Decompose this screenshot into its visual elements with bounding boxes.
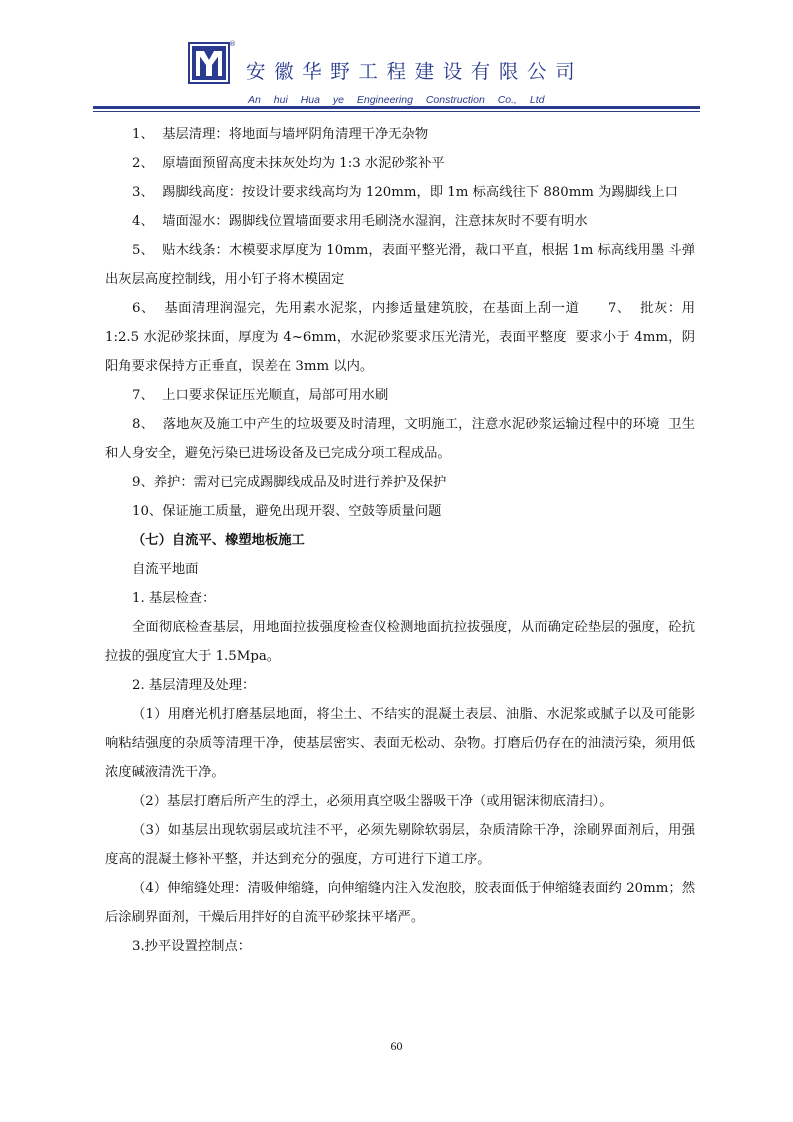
paragraph-cleaning-2: （2）基层打磨后所产生的浮土，必须用真空吸尘器吸干净（或用锯沫彻底清扫）。	[132, 794, 613, 809]
step-leveling-control: 3.抄平设置控制点：	[132, 939, 252, 954]
paragraph-3: 3、 踢脚线高度：按设计要求线高均为 120mm，即 1m 标高线往下 880mm 为踢脚线上口	[132, 185, 678, 200]
paragraph-10: 10、保证施工质量，避免出现开裂、空鼓等质量问题	[132, 504, 442, 519]
paragraph-cleaning-1: （1）用磨光机打磨基层地面，将尘土、不结实的混凝土表层、油脂、水泥浆或腻子以及可能影响粘结强度的杂质等清理干净，使基层密实、表面无松动、杂物。打磨后仍存在的油渍污染，须用低浓度碱液清洗干净。	[105, 707, 695, 780]
paragraph-8: 8、 落地灰及施工中产生的垃圾要及时清理，文明施工，注意水泥砂浆运输过程中的环境 卫生和人身安全，避免污染已进场设备及已完成分项工程成品。	[105, 417, 695, 461]
section-heading: （七）自流平、橡塑地板施工	[132, 533, 305, 548]
paragraph-cleaning-4: （4）伸缩缝处理：清吸伸缩缝，向伸缩缝内注入发泡胶，胶表面低于伸缩缝表面约 20mm；然后涂刷界面剂，干燥后用拌好的自流平砂浆抹平堵严。	[105, 881, 695, 925]
header-rule-thin	[93, 111, 700, 112]
paragraph-6: 6、 基面清理润湿完，先用素水泥浆，内掺适量建筑胶，在基面上刮一道 7、 批灰：用 1:2.5 水泥砂浆抹面，厚度为 4~6mm，水泥砂浆要求压光清光，表面平整度 要求小于 4mm，阴阳角要求保持方正垂直，误差在 3mm 以内。	[105, 301, 700, 374]
paragraph-2: 2、 原墙面预留高度未抹灰处均为 1:3 水泥砂浆补平	[132, 156, 445, 171]
subheading-self-leveling: 自流平地面	[132, 562, 199, 577]
paragraph-1: 1、 基层清理：将地面与墙坪阴角清理干净无杂物	[132, 127, 429, 142]
company-name-cn: 安徽华野工程建设有限公司	[246, 60, 584, 83]
paragraph-base-check: 全面彻底检查基层，用地面拉拔强度检查仪检测地面抗拉拔强度，从而确定砼垫层的强度，砼抗拉拔的强度宜大于 1.5Mpa。	[105, 620, 695, 664]
step-base-cleaning: 2. 基层清理及处理：	[132, 678, 256, 693]
page-number: 60	[390, 1039, 403, 1053]
paragraph-cleaning-3: （3）如基层出现软弱层或坑洼不平，必须先剔除软弱层，杂质清除干净，涂刷界面剂后，用强度高的混凝土修补平整，并达到充分的强度，方可进行下道工序。	[105, 823, 695, 867]
page-header	[0, 0, 793, 112]
document-body	[105, 120, 700, 961]
company-logo-icon	[188, 42, 230, 84]
company-name-en: An hui Hua ye Engineering Construction Co., Ltd	[248, 94, 545, 106]
step-base-check: 1. 基层检查：	[132, 591, 216, 606]
paragraph-5: 5、 贴木线条：木模要求厚度为 10mm，表面平整光滑，裁口平直，根据 1m 标高线用墨 斗弹出灰层高度控制线，用小钉子将木模固定	[105, 243, 695, 287]
registered-mark: ®	[229, 40, 236, 48]
header-rule-thick	[93, 106, 700, 109]
paragraph-4: 4、 墙面湿水：踢脚线位置墙面要求用毛刷浇水湿润，注意抹灰时不要有明水	[132, 214, 588, 229]
paragraph-7: 7、 上口要求保证压光顺直，局部可用水刷	[132, 388, 389, 403]
paragraph-9: 9、养护：需对已完成踢脚线成品及时进行养护及保护	[132, 475, 447, 490]
